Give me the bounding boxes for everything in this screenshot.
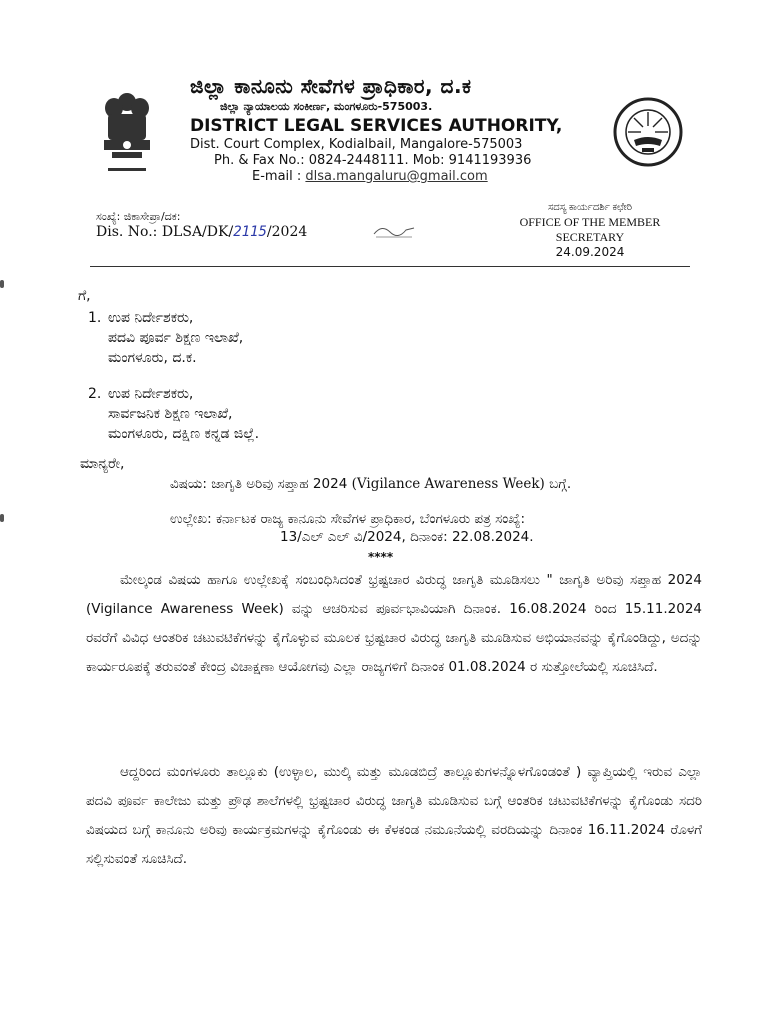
- dispatch-handwritten-number: 2115: [233, 224, 267, 240]
- national-emblem-icon: [92, 88, 162, 178]
- dispatch-label-kannada: ಸಂಖ್ಯೆ: ಜಿಕಾಸೇಪ್ರಾ/ದಕ:: [96, 210, 181, 223]
- office-line-2: SECRETARY: [555, 230, 625, 244]
- recipient-1: [88, 308, 243, 368]
- reference-line-1: ಕರ್ನಾಟಕ ರಾಜ್ಯ ಕಾನೂನು ಸೇವೆಗಳ ಪ್ರಾಧಿಕಾರ, ಬೆಂಗಳೂರು ಪತ್ರ ಸಂಖ್ಯೆ:: [215, 511, 526, 527]
- letter-date: 24.09.2024: [555, 245, 625, 259]
- recipient-number: 2.: [88, 386, 102, 402]
- initials-mark-icon: [372, 222, 416, 240]
- email-line: [252, 169, 610, 184]
- reference-line-2: 13/ಎಲ್ ಎಲ್ ವಿ/2024, ದಿನಾಂಕ: 22.08.2024.: [280, 529, 534, 545]
- to-label: ಗೆ,: [78, 288, 91, 304]
- recipient-line: ಸಾರ್ವಜನಿಕ ಶಿಕ್ಷಣ ಇಲಾಖೆ,: [108, 406, 233, 422]
- subject-end: ಬಗ್ಗೆ.: [549, 476, 572, 492]
- header-divider: [90, 266, 690, 267]
- address-kannada: ಜಿಲ್ಲಾ ನ್ಯಾಯಾಲಯ ಸಂಕೀರ್ಣ, ಮಂಗಳೂರು-575003.: [220, 100, 433, 113]
- punch-mark: [0, 280, 4, 288]
- punch-mark: [0, 514, 4, 522]
- salutation: ಮಾನ್ಯರೇ,: [80, 456, 125, 472]
- title-english: DISTRICT LEGAL SERVICES AUTHORITY,: [190, 116, 563, 136]
- reference-block: [170, 510, 690, 546]
- paragraph-text: ಮೇಲ್ಕಂಡ ವಿಷಯ ಹಾಗೂ ಉಲ್ಲೇಖಕ್ಕೆ ಸಂಬಂಧಿಸಿದಂತೆ ಭ್ರಷ್ಟಚಾರ ವಿರುದ್ಧ ಜಾಗೃತಿ ಮೂಡಿಸಲು " ಜಾಗೃತಿ ಅರಿವು ಸಪ್ತಾಹ 2024 (Vigilance Awareness Week) ವನ್ನು ಆಚರಿಸುವ ಪೂರ್ವಭಾವಿಯಾಗಿ ದಿನಾಂಕ. 16.08.2024 ರಿಂದ 15.11.2024 ರವರೆಗೆ ವಿವಿಧ ಆಂತರಿಕ ಚಟುವಟಿಕೆಗಳನ್ನು ಕೈಗೊಳ್ಳುವ ಮೂಲಕ ಭ್ರಷ್ಟಚಾರ ವಿರುದ್ಧ ಜಾಗೃತಿ ಮೂಡಿಸುವ ಅಭಿಯಾನವನ್ನು ಕೈಗೊಂಡಿದ್ದು, ಅದನ್ನು ಕಾರ್ಯರೂಪಕ್ಕೆ ತರುವಂತೆ ಕೇಂದ್ರ ವಿಚಾಕ್ಷಣಾ ಆಯೋಗವು ಎಲ್ಲಾ ರಾಜ್ಯಗಳಿಗೆ ದಿನಾಂಕ 01.08.2024 ರ ಸುತ್ತೋಲೆಯಲ್ಲಿ ಸೂಚಿಸಿದೆ.: [86, 572, 702, 675]
- address-english: Dist. Court Complex, Kodialbail, Mangalore-575003: [190, 137, 523, 152]
- recipient-2: [88, 384, 259, 444]
- letterhead: [190, 74, 610, 184]
- recipient-number: 1.: [88, 310, 102, 326]
- dispatch-number: [96, 224, 307, 240]
- office-block: [490, 200, 690, 260]
- dispatch-prefix: Dis. No.: DLSA/DK/: [96, 224, 234, 240]
- recipient-line: ಉಪ ನಿರ್ದೇಶಕರು,: [108, 386, 194, 402]
- phone-fax: Ph. & Fax No.: 0824-2448111. Mob: 9141193936: [214, 153, 532, 168]
- body-paragraph-1: [86, 566, 702, 682]
- dispatch-suffix: /2024: [266, 224, 308, 240]
- recipient-line: ಮಂಗಳೂರು, ದ.ಕ.: [108, 350, 197, 366]
- office-kannada: ಸದಸ್ಯ ಕಾರ್ಯದರ್ಶಿ ಕಛೇರಿ: [547, 202, 633, 213]
- paragraph-text: ಆದ್ದರಿಂದ ಮಂಗಳೂರು ತಾಲ್ಲೂಕು (ಉಳ್ಳಾಲ, ಮುಲ್ಕಿ ಮತ್ತು ಮೂಡಬಿದ್ರೆ ತಾಲ್ಲೂಕುಗಳನ್ನೊಳಗೊಂಡಂತೆ ) ವ್ಯಾಪ್ತಿಯಲ್ಲಿ ಇರುವ ಎಲ್ಲಾ ಪದವಿ ಪೂರ್ವ ಕಾಲೇಜು ಮತ್ತು ಪ್ರೌಢ ಶಾಲೆಗಳಲ್ಲಿ ಭ್ರಷ್ಟಚಾರ ವಿರುದ್ಧ ಜಾಗೃತಿ ಮೂಡಿಸುವ ಬಗ್ಗೆ ಆಂತರಿಕ ಚಟುವಟಿಕೆಗಳನ್ನು ಕೈಗೊಂಡು ಸದರಿ ವಿಷಯದ ಬಗ್ಗೆ ಕಾನೂನು ಅರಿವು ಕಾರ್ಯಕ್ರಮಗಳನ್ನು ಕೈಗೊಂಡು ಈ ಕೆಳಕಂಡ ನಮೂನೆಯಲ್ಲಿ ವರದಿಯನ್ನು ದಿನಾಂಕ 16.11.2024 ರೊಳಗೆ ಸಲ್ಲಿಸುವಂತೆ ಸೂಚಿಸಿದೆ.: [86, 764, 702, 867]
- recipient-line: ಮಂಗಳೂರು, ದಕ್ಷಿಣ ಕನ್ನಡ ಜಿಲ್ಲೆ.: [108, 426, 260, 442]
- body-paragraph-2: [86, 758, 702, 874]
- separator: ****: [368, 550, 394, 564]
- subject-english: (Vigilance Awareness Week): [351, 476, 545, 492]
- office-line-1: OFFICE OF THE MEMBER: [519, 215, 661, 229]
- subject-label: ವಿಷಯ:: [170, 476, 207, 492]
- email-link[interactable]: dlsa.mangaluru@gmail.com: [305, 169, 488, 184]
- reference-label: ಉಲ್ಲೇಖ:: [170, 511, 212, 527]
- subject-line: [170, 476, 571, 492]
- recipient-line: ಪದವಿ ಪೂರ್ವ ಶಿಕ್ಷಣ ಇಲಾಖೆ,: [108, 330, 244, 346]
- title-kannada: ಜಿಲ್ಲಾ ಕಾನೂನು ಸೇವೆಗಳ ಪ್ರಾಧಿಕಾರ, ದ.ಕ: [190, 74, 472, 98]
- authority-seal-icon: [612, 96, 684, 168]
- email-label: E-mail :: [252, 169, 306, 184]
- subject-kannada: ಜಾಗೃತಿ ಅರಿವು ಸಪ್ತಾಹ 2024: [211, 476, 348, 492]
- recipient-line: ಉಪ ನಿರ್ದೇಶಕರು,: [108, 310, 194, 326]
